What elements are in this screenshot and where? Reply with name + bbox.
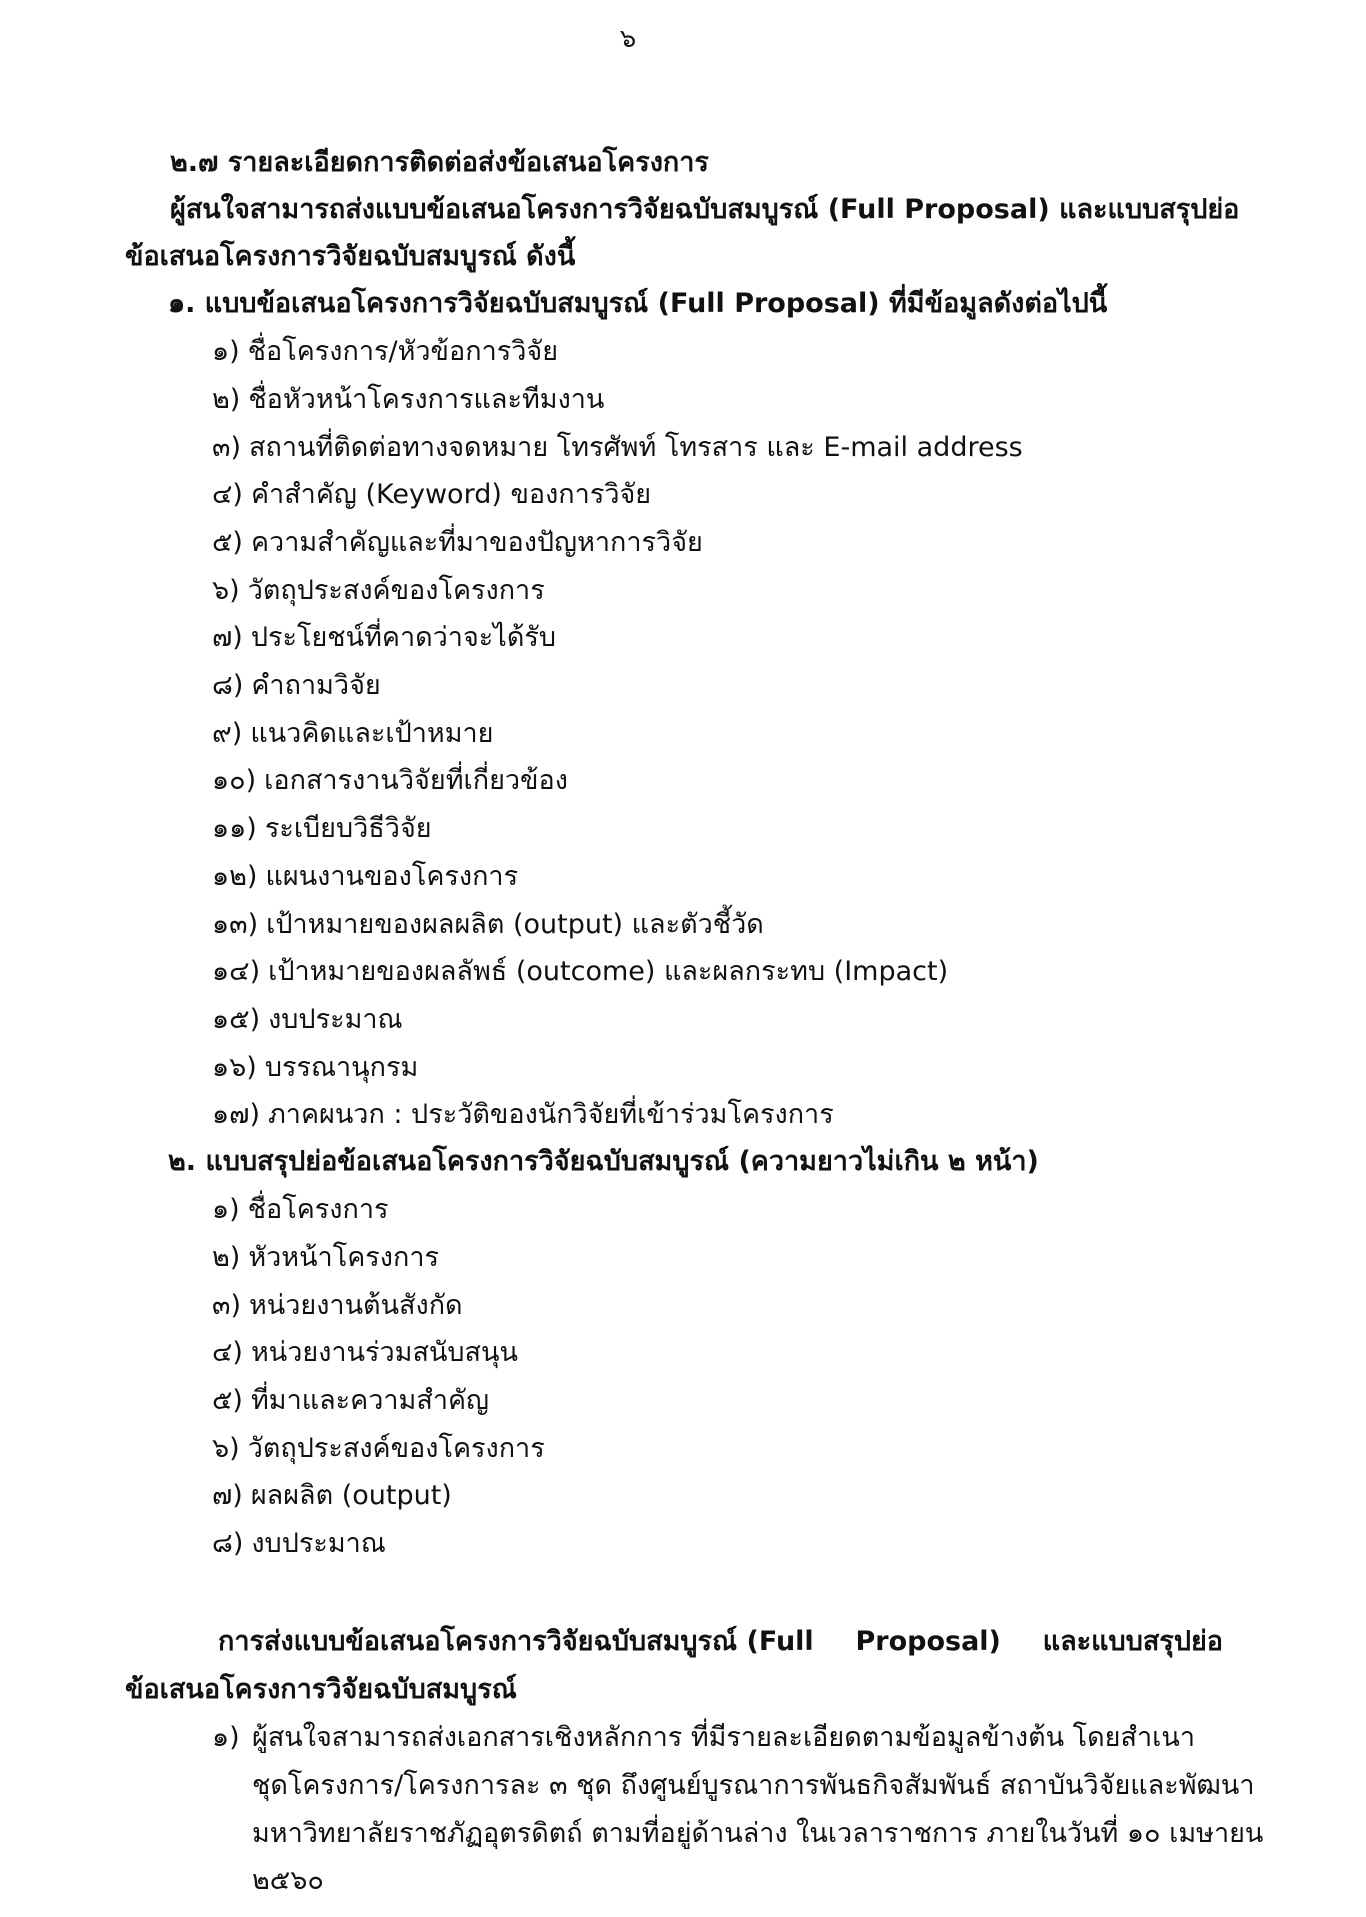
list-item: ๑๗) ภาคผนวก : ประวัติของนักวิจัยที่เข้าร่วมโครงการ bbox=[212, 1099, 834, 1130]
intro-line-1: ผู้สนใจสามารถส่งแบบข้อเสนอโครงการวิจัยฉบับสมบูรณ์ (Full Proposal) และแบบสรุปย่อ bbox=[170, 194, 1240, 225]
submission-heading-line-1 bbox=[218, 1626, 1223, 1658]
list-item: ๑๓) เป้าหมายของผลผลิต (output) และตัวชี้วัด bbox=[212, 909, 764, 940]
list-item: ๑๕) งบประมาณ bbox=[212, 1004, 403, 1035]
submission-item-line-2: ชุดโครงการ/โครงการละ ๓ ชุด ถึงศูนย์บูรณาการพันธกิจสัมพันธ์ สถาบันวิจัยและพัฒนา bbox=[252, 1770, 1255, 1801]
list-item: ๑๖) บรรณานุกรม bbox=[212, 1052, 419, 1083]
page-number: ๖ bbox=[619, 24, 637, 54]
list-item: ๒) ชื่อหัวหน้าโครงการและทีมงาน bbox=[212, 384, 605, 415]
section-heading: ๒.๗ รายละเอียดการติดต่อส่งข้อเสนอโครงการ bbox=[170, 147, 709, 178]
list-item: ๑) ชื่อโครงการ bbox=[212, 1194, 389, 1225]
list-item: ๗) ประโยชน์ที่คาดว่าจะได้รับ bbox=[212, 622, 557, 653]
list1-heading: ๑. แบบข้อเสนอโครงการวิจัยฉบับสมบูรณ์ (Full Proposal) ที่มีข้อมูลดังต่อไปนี้ bbox=[168, 288, 1108, 319]
list-item: ๔) หน่วยงานร่วมสนับสนุน bbox=[212, 1337, 518, 1368]
list-item: ๑) ชื่อโครงการ/หัวข้อการวิจัย bbox=[212, 336, 559, 367]
list-item: ๖) วัตถุประสงค์ของโครงการ bbox=[212, 1433, 545, 1464]
list-item: ๙) แนวคิดและเป้าหมาย bbox=[212, 718, 494, 749]
list-item: ๒) หัวหน้าโครงการ bbox=[212, 1242, 439, 1273]
list-item: ๓) หน่วยงานต้นสังกัด bbox=[212, 1290, 463, 1321]
list-item: ๑๔) เป้าหมายของผลลัพธ์ (outcome) และผลกระทบ (Impact) bbox=[212, 956, 949, 987]
list-item: ๓) สถานที่ติดต่อทางจดหมาย โทรศัพท์ โทรสาร และ E-mail address bbox=[212, 432, 1023, 463]
submission-item-line-3: มหาวิทยาลัยราชภัฏอุตรดิตถ์ ตามที่อยู่ด้านล่าง ในเวลาราชการ ภายในวันที่ ๑๐ เมษายน bbox=[252, 1818, 1264, 1849]
submission-heading-part: การส่งแบบข้อเสนอโครงการวิจัยฉบับสมบูรณ์ (Full bbox=[218, 1626, 814, 1657]
list-item: ๕) ที่มาและความสำคัญ bbox=[212, 1385, 490, 1416]
list-item: ๘) งบประมาณ bbox=[212, 1528, 386, 1559]
list-item: ๘) คำถามวิจัย bbox=[212, 670, 381, 701]
submission-heading-part: Proposal) bbox=[855, 1626, 1001, 1657]
list-item: ๑๒) แผนงานของโครงการ bbox=[212, 861, 519, 892]
submission-item-line-4: ๒๕๖๐ bbox=[252, 1865, 324, 1896]
list-item: ๖) วัตถุประสงค์ของโครงการ bbox=[212, 575, 545, 606]
intro-line-2: ข้อเสนอโครงการวิจัยฉบับสมบูรณ์ ดังนี้ bbox=[125, 241, 576, 272]
submission-heading-part: และแบบสรุปย่อ bbox=[1042, 1626, 1223, 1657]
list-item: ๔) คำสำคัญ (Keyword) ของการวิจัย bbox=[212, 479, 652, 510]
submission-item-number: ๑) bbox=[212, 1722, 240, 1753]
list-item: ๑๐) เอกสารงานวิจัยที่เกี่ยวข้อง bbox=[212, 765, 568, 796]
list-item: ๕) ความสำคัญและที่มาของปัญหาการวิจัย bbox=[212, 527, 703, 558]
list-item: ๑๑) ระเบียบวิธีวิจัย bbox=[212, 813, 432, 844]
submission-item-line-1: ผู้สนใจสามารถส่งเอกสารเชิงหลักการ ที่มีรายละเอียดตามข้อมูลข้างต้น โดยสำเนา bbox=[252, 1722, 1195, 1753]
list-item: ๗) ผลผลิต (output) bbox=[212, 1480, 452, 1511]
submission-heading-line-2: ข้อเสนอโครงการวิจัยฉบับสมบูรณ์ bbox=[125, 1674, 517, 1705]
list2-heading: ๒. แบบสรุปย่อข้อเสนอโครงการวิจัยฉบับสมบูรณ์ (ความยาวไม่เกิน ๒ หน้า) bbox=[168, 1146, 1039, 1177]
